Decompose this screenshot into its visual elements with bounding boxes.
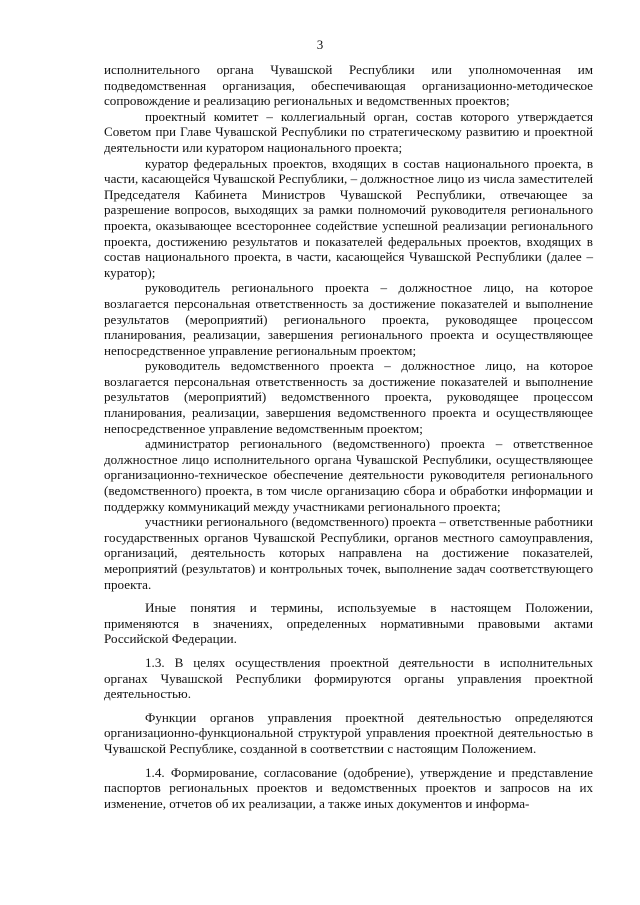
paragraph-curator-definition: куратор федеральных проектов, входящих в состав национального проекта, в части, касающейся Чувашской Республики, – должностное лицо из числа заместителей Председателя Кабинета Министров Чувашской Республики, отвечающее за разрешение вопросов, выходящих за рамки полномочий руководителя регионального проекта, оказывающее всестороннее содействие успешной реализации регионального проекта, достижению результатов и показателей федеральных проектов, входящих в состав национального проекта, в части, касающейся Чувашской Республики (далее – куратор); bbox=[104, 155, 593, 280]
paragraph-continuation-intro: исполнительного органа Чувашской Республики или уполномоченная им подведомственная организация, обеспечивающая организационно-методическое сопровождение и реализацию региональных и ведомственных проектов; bbox=[104, 62, 593, 109]
paragraph-project-committee: проектный комитет – коллегиальный орган, состав которого утверждается Советом при Главе Чувашской Республики по стратегическому развитию и проектной деятельности или куратором национального проекта; bbox=[104, 108, 593, 155]
paragraph-project-participants: участники регионального (ведомственного) проекта – ответственные работники государственных органов Чувашской Республики, органов местного самоуправления, организаций, деятельность которых направлена на достижение показателей, мероприятий (результатов) и контрольных точек, выполнение задач соответствующего проекта. bbox=[104, 514, 593, 592]
page-number: 3 bbox=[316, 37, 324, 52]
paragraph-other-terms: Иные понятия и термины, используемые в настоящем Положении, применяются в значениях, определенных нормативными правовыми актами Российской Федерации. bbox=[104, 600, 593, 647]
paragraph-section-1-4: 1.4. Формирование, согласование (одобрение), утверждение и представление паспортов региональных проектов и ведомственных проектов и запросов на их изменение, отчетов об их реализации, а также иных документов и информа- bbox=[104, 764, 593, 811]
paragraph-project-administrator: администратор регионального (ведомственного) проекта – ответственное должностное лицо исполнительного органа Чувашской Республики, осуществляющее организационно-техническое обеспечение деятельности руководителя регионального (ведомственного) проекта, в том числе организацию сбора и обработки информации и поддержку коммуникаций между участниками регионального проекта; bbox=[104, 436, 593, 514]
paragraph-departmental-project-head: руководитель ведомственного проекта – должностное лицо, на которое возлагается персональная ответственность за достижение показателей и выполнение результатов (мероприятий) ведомственного проекта, руководящее процессом планирования, реализации, завершения ведомственного проекта и осуществляющее непосредственное управление ведомственным проектом; bbox=[104, 358, 593, 436]
document-body bbox=[104, 62, 593, 811]
paragraph-section-1-3: 1.3. В целях осуществления проектной деятельности в исполнительных органах Чувашской Республики формируются органы управления проектной деятельностью. bbox=[104, 654, 593, 702]
paragraph-management-functions: Функции органов управления проектной деятельностью определяются организационно-функциональной структурой управления проектной деятельностью в Чувашской Республике, созданной в соответствии с настоящим Положением. bbox=[104, 709, 593, 756]
paragraph-regional-project-head: руководитель регионального проекта – должностное лицо, на которое возлагается персональная ответственность за достижение показателей и выполнение результатов (мероприятий) регионального проекта, руководящее процессом планирования, реализации, завершения регионального проекта и осуществляющее непосредственное управление региональным проектом; bbox=[104, 280, 593, 358]
